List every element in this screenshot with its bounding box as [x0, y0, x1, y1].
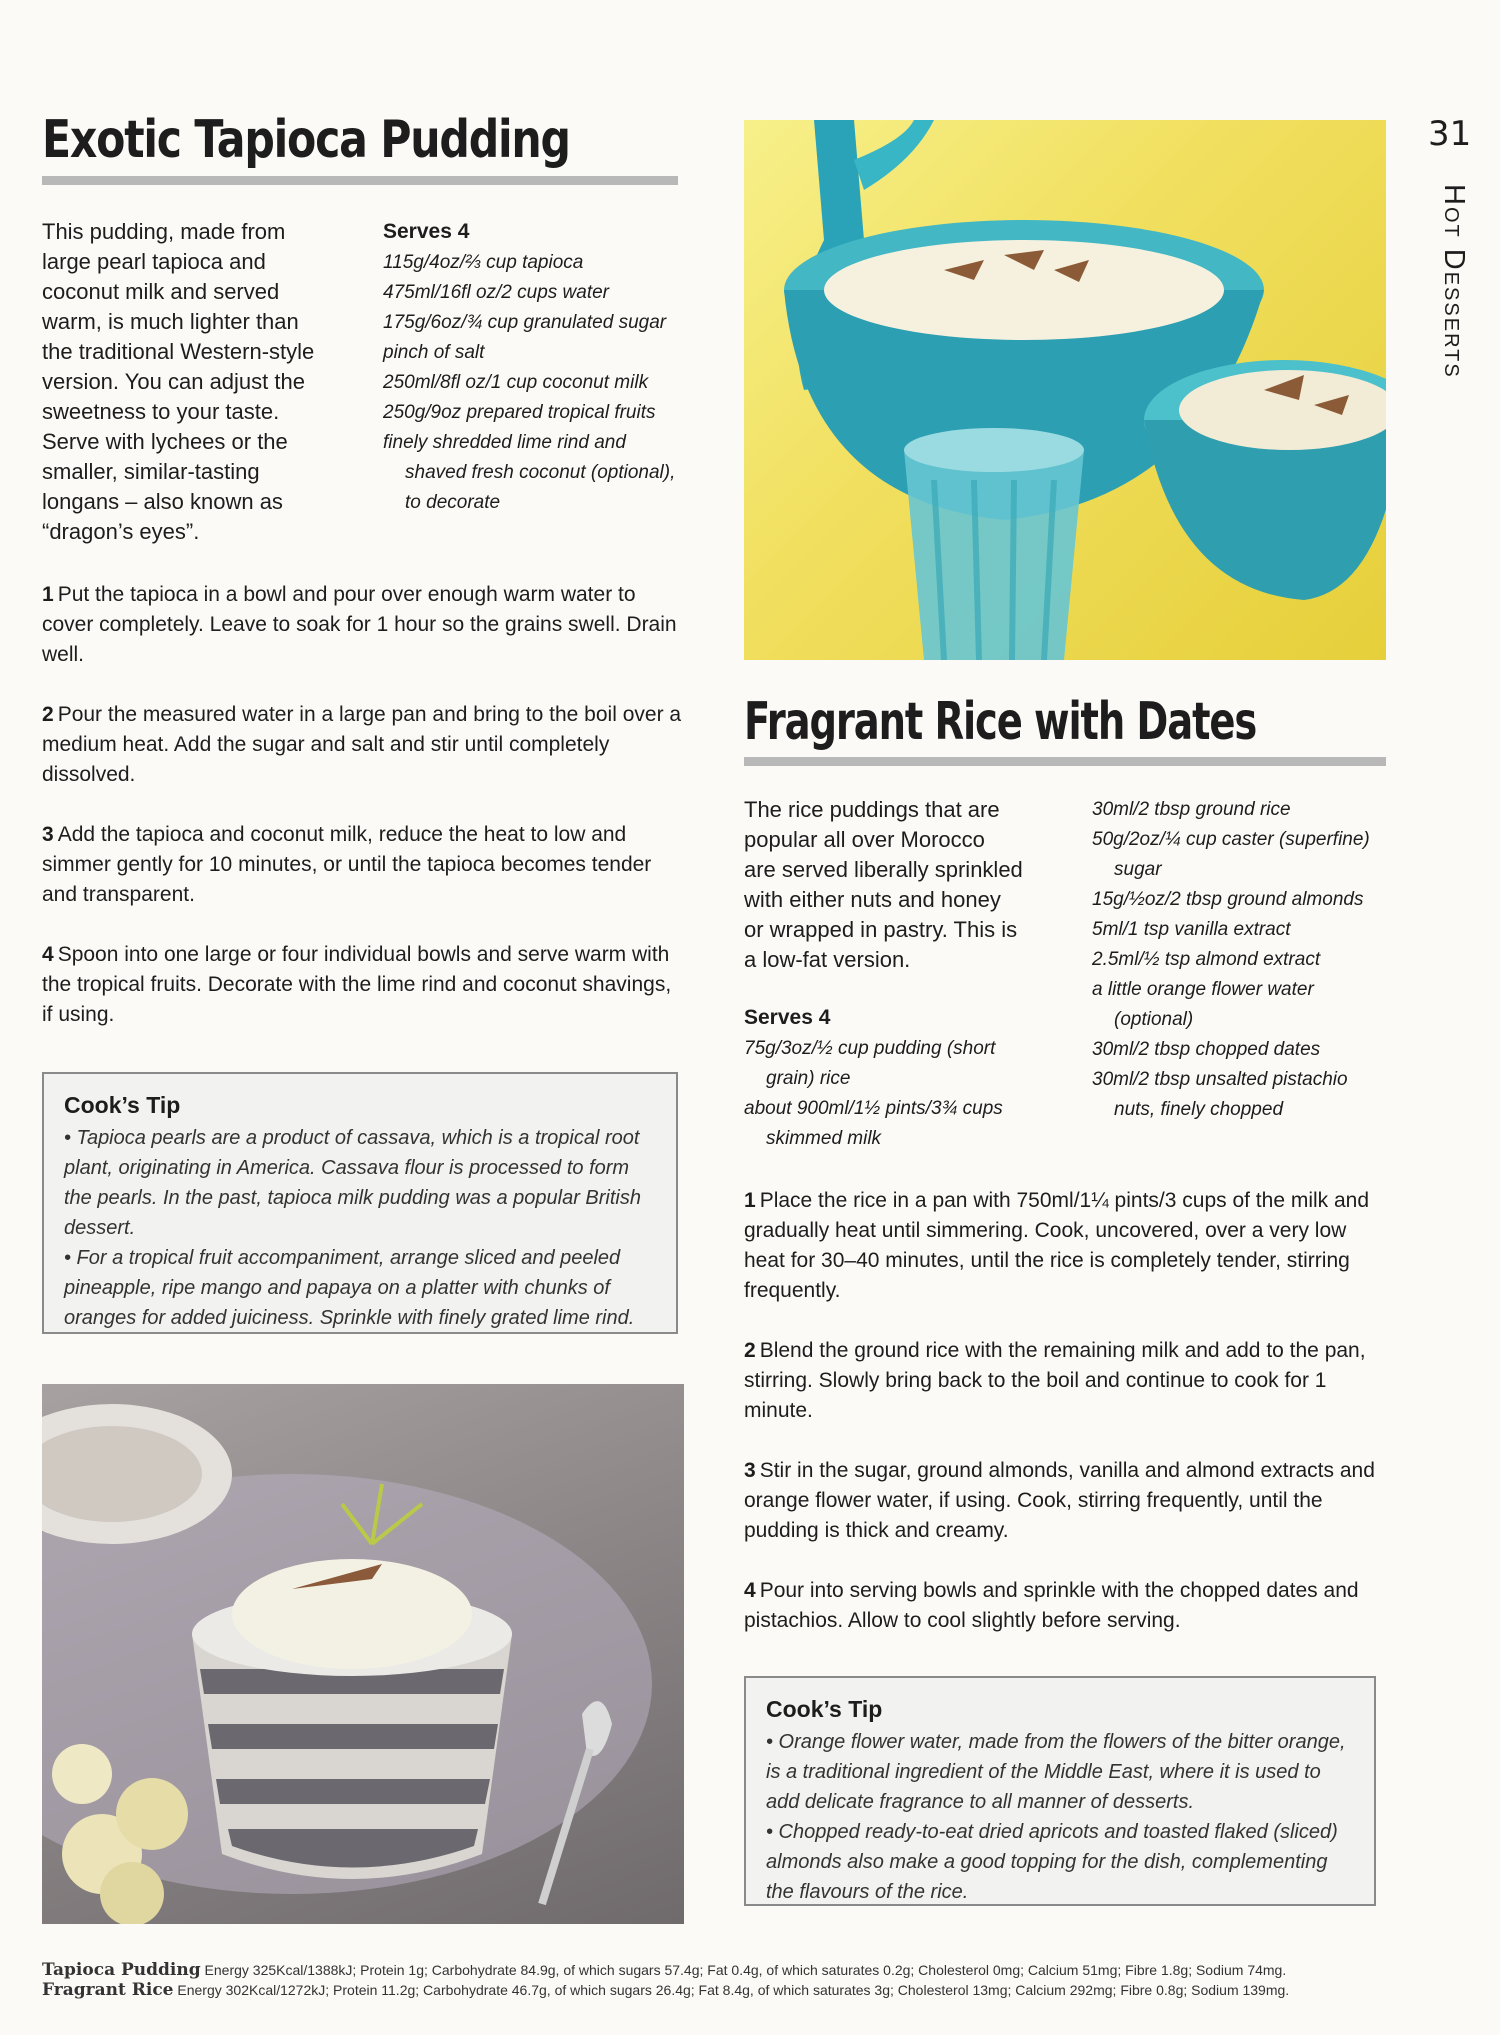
intro-line: “dragon’s eyes”.	[42, 519, 200, 544]
nutrition-footer	[42, 1960, 1462, 2000]
intro-line: or wrapped in pastry. This is	[744, 917, 1018, 942]
step-text: Place the rice in a pan with 750ml/1¼ pints/3 cups of the milk and gradually heat until simmering. Cook, uncovered, over a very low heat for 30–40 minutes, until the rice is completely tender, stirring frequently.	[744, 1189, 1370, 1302]
recipe1-title-rule	[42, 176, 678, 185]
ingredient-item: 30ml/2 tbsp chopped dates	[1092, 1039, 1321, 1060]
ingredient-item: pinch of salt	[383, 342, 485, 363]
intro-line: warm, is much lighter than	[42, 309, 299, 334]
ingredient-item: 175g/6oz/¾ cup granulated sugar	[383, 312, 667, 333]
method-step	[744, 1456, 1390, 1546]
method-step	[744, 1186, 1390, 1306]
ingredient-item: about 900ml/1½ pints/3¾ cups skimmed milk	[744, 1098, 1003, 1149]
tip-item: • Tapioca pearls are a product of cassava, which is a tropical root plant, originating in America. Cassava flour is processed to form the pearls. In the past, tapioca milk pudding was a popular British dessert.	[64, 1127, 641, 1239]
method-step	[42, 700, 682, 790]
ingredient-item: 2.5ml/½ tsp almond extract	[1092, 949, 1321, 970]
step-number: 1	[42, 583, 54, 606]
intro-line: smaller, similar-tasting	[42, 459, 260, 484]
step-text: Blend the ground rice with the remaining milk and add to the pan, stirring. Slowly bring back to the boil and continue to cook for 1 minute.	[744, 1339, 1366, 1422]
ingredient-item: 250g/9oz prepared tropical fruits	[383, 402, 656, 423]
tip-title: Cook’s Tip	[64, 1092, 181, 1118]
recipe2-method	[744, 1186, 1390, 1666]
recipe2-title: Fragrant Rice with Dates	[744, 692, 1257, 752]
step-text: Put the tapioca in a bowl and pour over enough warm water to cover completely. Leave to soak for 1 hour so the grains swell. Drain well.	[42, 583, 677, 666]
ingredient-item: 250ml/8fl oz/1 cup coconut milk	[383, 372, 649, 393]
recipe2-title-rule	[744, 757, 1386, 766]
intro-line: This pudding, made from	[42, 219, 286, 244]
nutrition-line	[42, 1980, 1462, 2000]
step-text: Pour the measured water in a large pan and bring to the boil over a medium heat. Add the sugar and salt and stir until completely dissolved.	[42, 703, 682, 786]
ingredient-item: 30ml/2 tbsp ground rice	[1092, 799, 1291, 820]
tip-title: Cook’s Tip	[766, 1696, 883, 1722]
step-number: 3	[744, 1459, 756, 1482]
intro-line: a low-fat version.	[744, 947, 911, 972]
serves-label: Serves 4	[383, 220, 470, 243]
section-label: Hot Desserts	[1438, 184, 1470, 379]
tip-item: • Orange flower water, made from the flowers of the bitter orange, is a traditional ingredient of the Middle East, where it is used to add delicate fragrance to all manner of desserts.	[766, 1731, 1346, 1813]
step-number: 3	[42, 823, 54, 846]
tip-item: • Chopped ready-to-eat dried apricots and toasted flaked (sliced) almonds also make a good topping for the dish, complementing the flavours of the rice.	[766, 1821, 1338, 1903]
intro-line: large pearl tapioca and	[42, 249, 266, 274]
recipe2-cooks-tip	[744, 1676, 1376, 1906]
intro-line: the traditional Western-style	[42, 339, 315, 364]
ingredient-item: 30ml/2 tbsp unsalted pistachio nuts, finely chopped	[1092, 1069, 1348, 1120]
method-step	[744, 1336, 1390, 1426]
intro-line: The rice puddings that are	[744, 797, 1000, 822]
tapioca-bowl-illustration	[42, 1384, 684, 1924]
step-text: Stir in the sugar, ground almonds, vanilla and almond extracts and orange flower water, if using. Cook, stirring frequently, until the pudding is thick and creamy.	[744, 1459, 1375, 1542]
intro-line: coconut milk and served	[42, 279, 280, 304]
method-step	[42, 580, 682, 670]
intro-line: popular all over Morocco	[744, 827, 985, 852]
step-text: Add the tapioca and coconut milk, reduce the heat to low and simmer gently for 10 minutes, or until the tapioca becomes tender and transparent.	[42, 823, 652, 906]
rice-pudding-photo	[744, 120, 1386, 660]
blue-bowls-illustration	[744, 120, 1386, 660]
tapioca-photo	[42, 1384, 684, 1924]
nutrition-label: Fragrant Rice	[42, 1980, 174, 2000]
intro-line: sweetness to your taste.	[42, 399, 280, 424]
ingredient-item: finely shredded lime rind and shaved fresh coconut (optional), to decorate	[383, 432, 676, 513]
ingredient-item: 50g/2oz/¼ cup caster (superfine) sugar	[1092, 829, 1370, 880]
ingredient-item: 75g/3oz/½ cup pudding (short grain) rice	[744, 1038, 996, 1089]
method-step	[744, 1576, 1390, 1636]
nutrition-text: Energy 302Kcal/1272kJ; Protein 11.2g; Carbohydrate 46.7g, of which sugars 26.4g; Fat 8.4g, of which saturates 3g; Cholesterol 13mg; Calcium 292mg; Fibre 0.8g; Sodium 139mg.	[177, 1982, 1290, 1998]
nutrition-line	[42, 1960, 1462, 1980]
ingredient-item: 115g/4oz/⅔ cup tapioca	[383, 252, 584, 273]
nutrition-label: Tapioca Pudding	[42, 1960, 201, 1980]
step-text: Spoon into one large or four individual bowls and serve warm with the tropical fruits. Decorate with the lime rind and coconut shavings, if using.	[42, 943, 672, 1026]
intro-line: version. You can adjust the	[42, 369, 305, 394]
serves-label: Serves 4	[744, 1006, 831, 1029]
intro-line: with either nuts and honey	[744, 887, 1001, 912]
recipe1-cooks-tip	[42, 1072, 678, 1334]
recipe2-intro	[744, 795, 1064, 975]
step-number: 4	[42, 943, 54, 966]
intro-line: are served liberally sprinkled	[744, 857, 1023, 882]
recipe1-title: Exotic Tapioca Pudding	[42, 110, 570, 170]
recipe2-ingredients-right	[1092, 795, 1392, 1125]
intro-line: longans – also known as	[42, 489, 283, 514]
step-number: 2	[744, 1339, 756, 1362]
step-number: 1	[744, 1189, 756, 1212]
step-number: 4	[744, 1579, 756, 1602]
step-text: Pour into serving bowls and sprinkle with the chopped dates and pistachios. Allow to cool slightly before serving.	[744, 1579, 1359, 1632]
recipe1-intro	[42, 217, 362, 547]
ingredient-item: 15g/½oz/2 tbsp ground almonds	[1092, 889, 1364, 910]
tip-item: • For a tropical fruit accompaniment, arrange sliced and peeled pineapple, ripe mango and papaya on a platter with chunks of oranges for added juiciness. Sprinkle with finely grated lime rind.	[64, 1247, 635, 1329]
method-step	[42, 820, 682, 910]
recipe1-ingredients	[383, 220, 683, 518]
nutrition-text: Energy 325Kcal/1388kJ; Protein 1g; Carbohydrate 84.9g, of which sugars 57.4g; Fat 0.4g, of which saturates 0.2g; Cholesterol 0mg; Calcium 51mg; Fibre 1.8g; Sodium 74mg.	[204, 1962, 1287, 1978]
ingredient-item: a little orange flower water (optional)	[1092, 979, 1314, 1030]
recipe1-method	[42, 580, 682, 1060]
page-number: 31	[1428, 114, 1472, 154]
ingredient-item: 475ml/16fl oz/2 cups water	[383, 282, 610, 303]
intro-line: Serve with lychees or the	[42, 429, 288, 454]
method-step	[42, 940, 682, 1030]
step-number: 2	[42, 703, 54, 726]
recipe2-ingredients-left	[744, 1006, 1044, 1154]
ingredient-item: 5ml/1 tsp vanilla extract	[1092, 919, 1291, 940]
